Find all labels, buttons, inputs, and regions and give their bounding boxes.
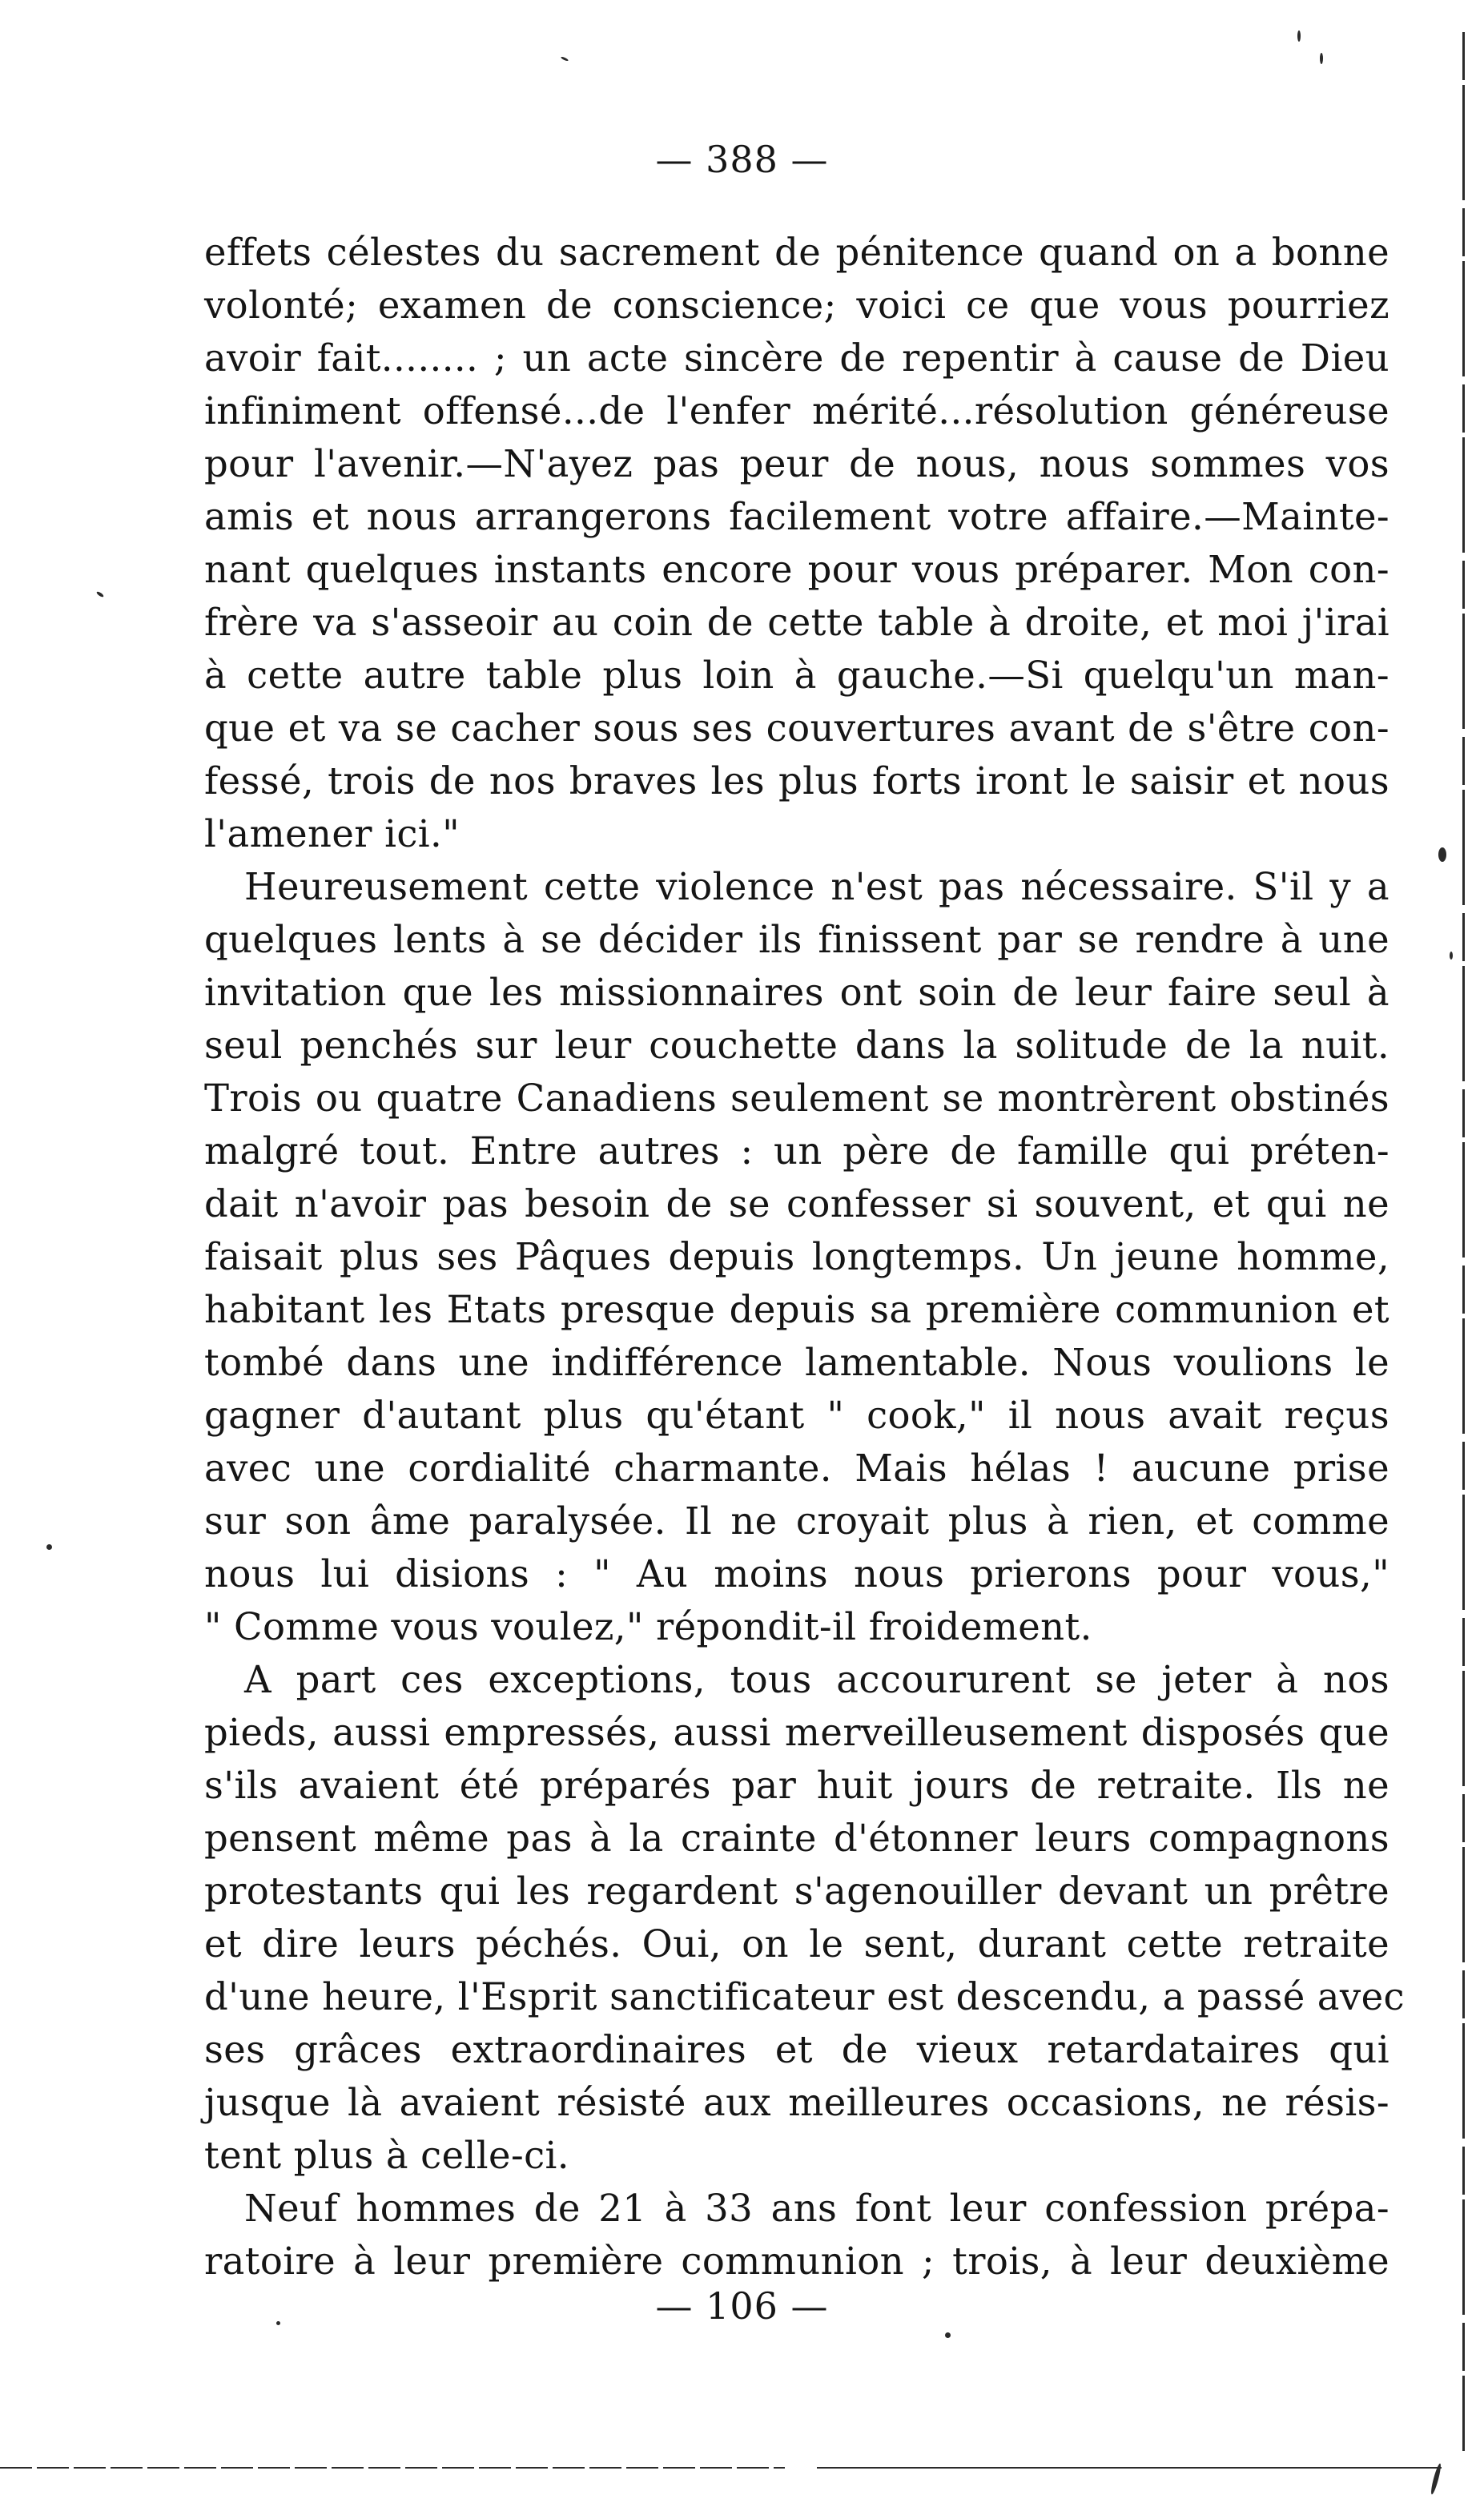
bottom-solid-rule bbox=[817, 2467, 1442, 2469]
text-line: tent plus à celle-ci. bbox=[204, 2134, 569, 2177]
scan-speck bbox=[945, 2332, 951, 2338]
text-line: frère va s'asseoir au coin de cette table à droite, et moi j'irai bbox=[204, 601, 1389, 644]
text-line: jusque là avaient résisté aux meilleures occasions, ne résis- bbox=[204, 2081, 1389, 2124]
scan-speck bbox=[1450, 952, 1453, 960]
scan-speck bbox=[561, 56, 569, 62]
bottom-dashed-rule bbox=[0, 2467, 785, 2469]
text-line: ratoire à leur première communion ; trois, à leur deuxième bbox=[204, 2239, 1389, 2283]
text-line: pour l'avenir.—N'ayez pas peur de nous, nous sommes vos bbox=[204, 442, 1389, 485]
text-line: invitation que les missionnaires ont soin de leur faire seul à bbox=[204, 971, 1389, 1014]
text-line: Trois ou quatre Canadiens seulement se montrèrent obstinés bbox=[204, 1076, 1389, 1120]
body-text bbox=[204, 226, 1405, 2288]
text-line: nant quelques instants encore pour vous préparer. Mon con- bbox=[204, 548, 1389, 591]
text-line: tombé dans une indifférence lamentable. Nous voulions le bbox=[204, 1341, 1389, 1384]
text-line: ses grâces extraordinaires et de vieux retardataires qui bbox=[204, 2028, 1389, 2071]
text-line: infiniment offensé...de l'enfer mérité...résolution généreuse bbox=[204, 389, 1389, 433]
text-line: avec une cordialité charmante. Mais hélas ! aucune prise bbox=[204, 1447, 1389, 1490]
text-line: quelques lents à se décider ils finissent par se rendre à une bbox=[204, 918, 1389, 961]
text-line: sur son âme paralysée. Il ne croyait plus à rien, et comme bbox=[204, 1499, 1389, 1543]
footer-page-number: — 106 — bbox=[655, 2284, 829, 2328]
scan-speck bbox=[96, 590, 104, 598]
text-line: avoir fait........ ; un acte sincère de repentir à cause de Dieu bbox=[204, 336, 1389, 380]
scan-speck bbox=[1438, 847, 1446, 862]
text-line: s'ils avaient été préparés par huit jours de retraite. Ils ne bbox=[204, 1764, 1389, 1807]
text-line: seul penchés sur leur couchette dans la solitude de la nuit. bbox=[204, 1024, 1389, 1067]
scan-speck bbox=[1297, 30, 1301, 42]
text-line: " Comme vous voulez," répondit-il froidement. bbox=[204, 1605, 1092, 1648]
paragraph-start-line: Heureusement cette violence n'est pas nécessaire. S'il y a bbox=[244, 865, 1389, 908]
header-page-number: — 388 — bbox=[655, 138, 829, 181]
text-line: à cette autre table plus loin à gauche.—Si quelqu'un man- bbox=[204, 654, 1389, 697]
text-line: faisait plus ses Pâques depuis longtemps. Un jeune homme, bbox=[204, 1235, 1389, 1278]
text-line: protestants qui les regardent s'agenouiller devant un prêtre bbox=[204, 1869, 1389, 1913]
text-line: et dire leurs péchés. Oui, on le sent, durant cette retraite bbox=[204, 1922, 1389, 1966]
scan-speck bbox=[1320, 53, 1323, 64]
text-line: fessé, trois de nos braves les plus forts iront le saisir et nous bbox=[204, 759, 1389, 803]
text-line: pieds, aussi empressés, aussi merveilleusement disposés que bbox=[204, 1711, 1389, 1754]
text-line: habitant les Etats presque depuis sa première communion et bbox=[204, 1288, 1389, 1331]
text-line: malgré tout. Entre autres : un père de famille qui préten- bbox=[204, 1129, 1389, 1173]
text-line: pensent même pas à la crainte d'étonner leurs compagnons bbox=[204, 1817, 1389, 1860]
scan-speck bbox=[46, 1544, 52, 1550]
scan-speck bbox=[276, 2321, 280, 2325]
paragraph-start-line: Neuf hommes de 21 à 33 ans font leur confession prépa- bbox=[244, 2187, 1389, 2230]
text-line: gagner d'autant plus qu'étant " cook," il nous avait reçus bbox=[204, 1394, 1389, 1437]
text-line: amis et nous arrangerons facilement votre affaire.—Mainte- bbox=[204, 495, 1389, 538]
text-line: nous lui disions : " Au moins nous prierons pour vous," bbox=[204, 1552, 1389, 1596]
text-line: effets célestes du sacrement de pénitence quand on a bonne bbox=[204, 231, 1389, 274]
text-line: que et va se cacher sous ses couvertures avant de s'être con- bbox=[204, 706, 1389, 750]
paragraph-start-line: A part ces exceptions, tous accoururent se jeter à nos bbox=[244, 1658, 1389, 1701]
text-line: volonté; examen de conscience; voici ce que vous pourriez bbox=[204, 284, 1389, 327]
text-line: l'amener ici." bbox=[204, 812, 460, 855]
text-line: d'une heure, l'Esprit sanctificateur est descendu, a passé avec bbox=[204, 1975, 1405, 2018]
scan-edge-line bbox=[1462, 32, 1465, 2451]
text-line: dait n'avoir pas besoin de se confesser si souvent, et qui ne bbox=[204, 1182, 1389, 1225]
